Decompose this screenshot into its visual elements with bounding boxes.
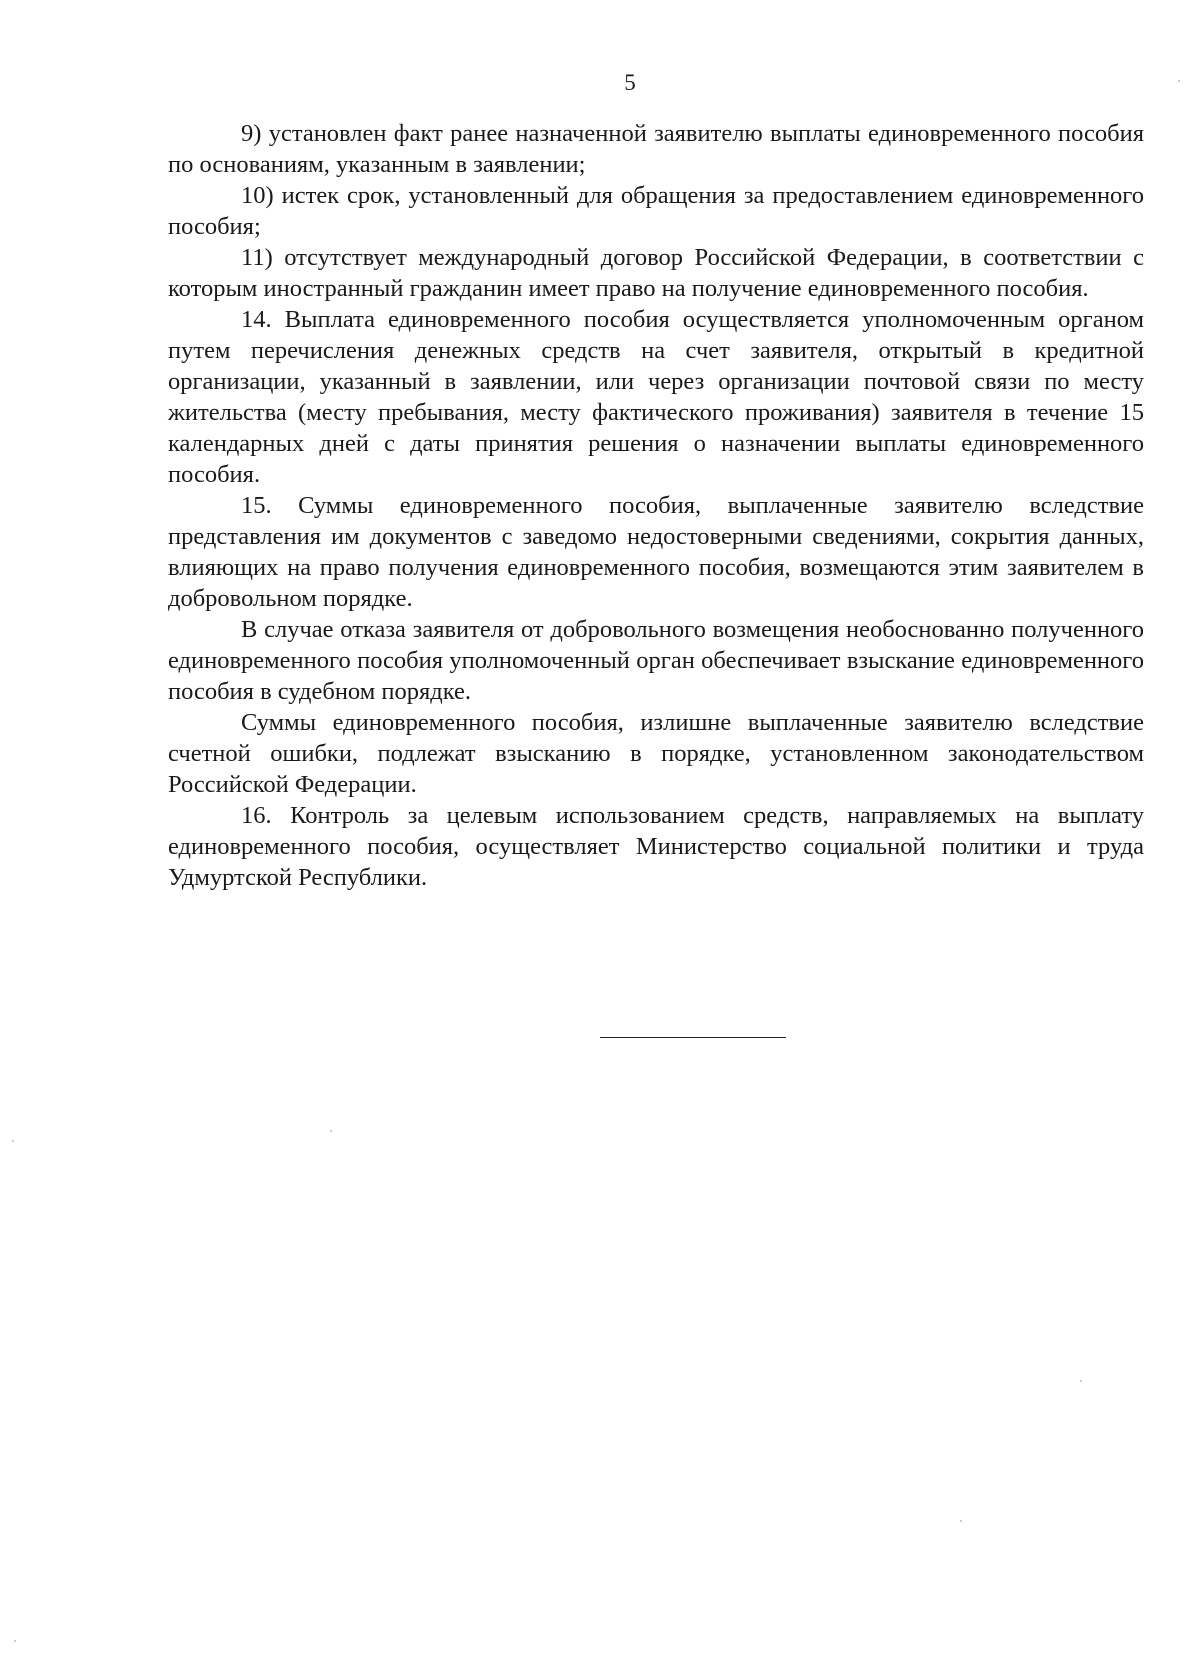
scan-speck xyxy=(1080,1380,1082,1382)
page-number: 5 xyxy=(624,70,636,95)
paragraph-refusal-case: В случае отказа заявителя от добровольного возмещения необоснованно полученного единовременного пособия уполномоченный орган обеспечивает взыскание единовременного пособия в судебном порядке. xyxy=(168,616,1144,705)
scan-speck xyxy=(12,1140,14,1142)
paragraph-item-10: 10) истек срок, установленный для обращения за предоставлением единовременного пособия; xyxy=(168,182,1144,240)
paragraph-item-9: 9) установлен факт ранее назначенной заявителю выплаты единовременного пособия по основаниям, указанным в заявлении; xyxy=(168,120,1144,178)
scan-speck xyxy=(330,1130,332,1132)
paragraph-item-11: 11) отсутствует международный договор Российской Федерации, в соответствии с которым иностранный гражданин имеет право на получение единовременного пособия. xyxy=(168,244,1144,302)
scan-speck xyxy=(1178,80,1180,82)
scan-speck xyxy=(14,1640,16,1642)
document-body xyxy=(168,118,1144,893)
paragraph-clause-14: 14. Выплата единовременного пособия осуществляется уполномоченным органом путем перечисления денежных средств на счет заявителя, открытый в кредитной организации, указанный в заявлении, или через организации почтовой связи по месту жительства (месту пребывания, месту фактического проживания) заявителя в течение 15 календарных дней с даты принятия решения о назначении выплаты единовременного пособия. xyxy=(168,306,1144,488)
paragraph-clause-16: 16. Контроль за целевым использованием средств, направляемых на выплату единовременного пособия, осуществляет Министерство социальной политики и труда Удмуртской Республики. xyxy=(168,802,1144,891)
end-divider-line xyxy=(600,1037,786,1038)
scan-speck xyxy=(960,1520,962,1522)
paragraph-clause-15: 15. Суммы единовременного пособия, выплаченные заявителю вследствие представления им документов с заведомо недостоверными сведениями, сокрытия данных, влияющих на право получения единовременного пособия, возмещаются этим заявителем в добровольном порядке. xyxy=(168,492,1144,612)
paragraph-overpayment: Суммы единовременного пособия, излишне выплаченные заявителю вследствие счетной ошибки, подлежат взысканию в порядке, установленном законодательством Российской Федерации. xyxy=(168,709,1144,798)
